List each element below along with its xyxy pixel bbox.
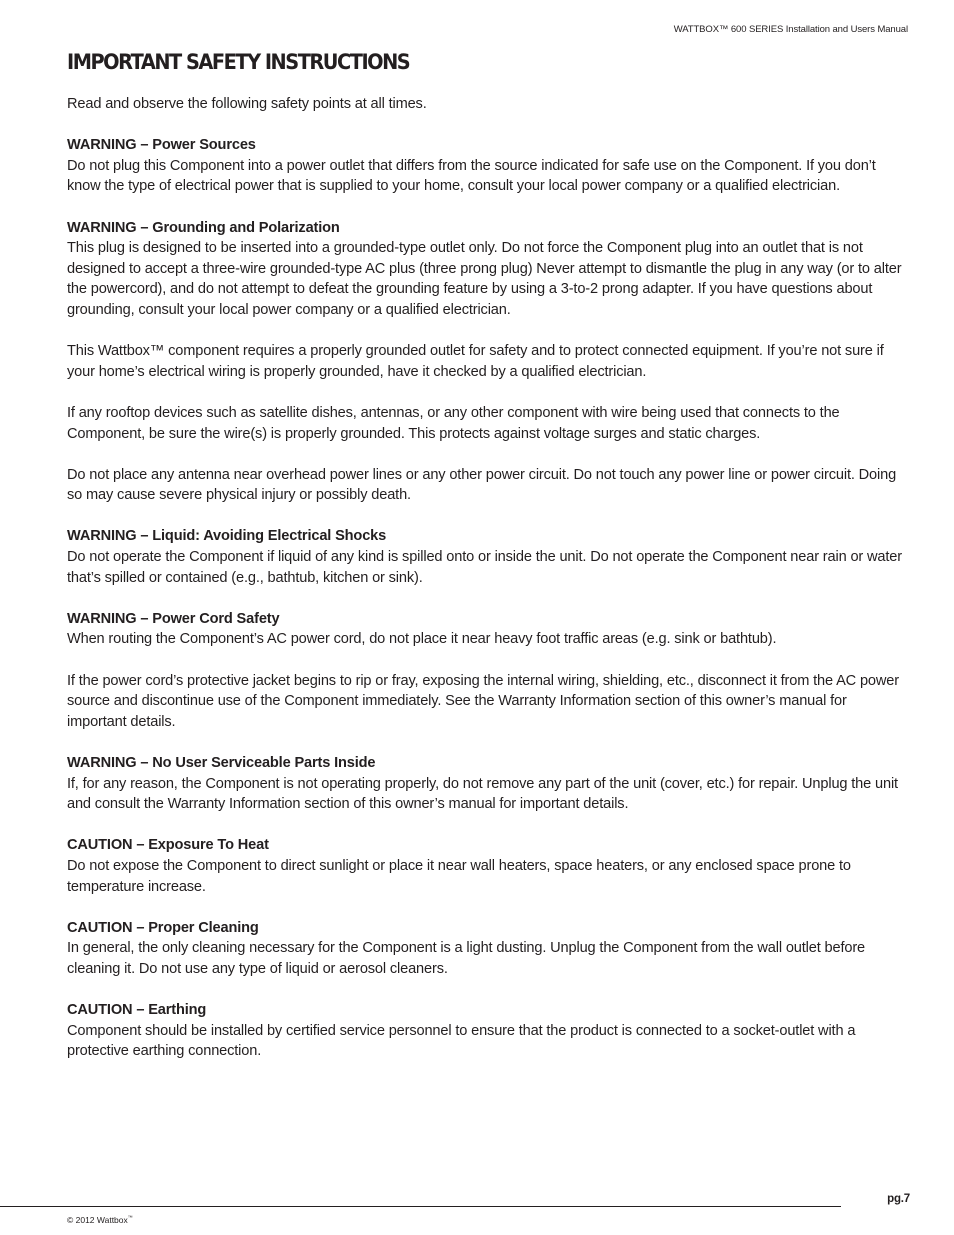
section-paragraph: This plug is designed to be inserted into a grounded-type outlet only. Do not force the Component plug into an outlet that is not designed to accept a three-wire grounded-type AC plus (three prong plug) Never attempt to dismantle the plug in any way (or to alter the powercord), and do not attempt to defeat the grounding feature by using a 3-to-2 prong adapter. If you have questions about grounding, consult your local power company or a qualified electrician. xyxy=(67,240,902,318)
page-number: pg.7 xyxy=(887,1193,910,1205)
intro-text: Read and observe the following safety points at all times. xyxy=(67,96,427,112)
section-paragraph: If any rooftop devices such as satellite dishes, antennas, or any other component with wire being used that connects to the Component, be sure the wire(s) is properly grounded. This protects against voltage surges and static charges. xyxy=(67,404,840,442)
section-heading: WARNING – Power Sources xyxy=(67,137,256,154)
section-heading: CAUTION – Earthing xyxy=(67,1002,207,1019)
section-paragraph: Do not plug this Component into a power outlet that differs from the source indicated for safe use on the Component. If you don’t know the type of electrical power that is supplied to your home, consult your local power company or a qualified electrician. xyxy=(67,157,876,195)
section-earthing xyxy=(67,1000,909,1062)
section-heading: CAUTION – Exposure To Heat xyxy=(67,837,269,854)
copyright-text: © 2012 Wattbox xyxy=(67,1215,128,1225)
section-paragraph: If the power cord’s protective jacket begins to rip or fray, exposing the internal wiring, shielding, etc., disconnect it from the AC power source and discontinue use of the Component immediately. See the Warranty Information section of this owner’s manual for important details. xyxy=(67,672,899,730)
section-heading: WARNING – No User Serviceable Parts Inside xyxy=(67,755,376,771)
section-heading: WARNING – Power Cord Safety xyxy=(67,610,280,627)
section-heading: WARNING – Liquid: Avoiding Electrical Shocks xyxy=(67,528,387,545)
section-paragraph: Do not operate the Component if liquid of any kind is spilled onto or inside the unit. Do not operate the Component near rain or water that’s spilled or contained (e.g., bathtub, kitchen or sink). xyxy=(67,549,902,586)
page-title: IMPORTANT SAFETY INSTRUCTIONS xyxy=(67,50,410,74)
section-power-sources xyxy=(67,135,909,197)
section-paragraph: This Wattbox™ component requires a properly grounded outlet for safety and to protect connected equipment. If you’re not sure if your home’s electrical wiring is properly grounded, have it checked by a qualified electrician. xyxy=(67,343,884,380)
section-paragraph: Do not place any antenna near overhead power lines or any other power circuit. Do not touch any power line or power circuit. Doing so may cause severe physical injury or possibly death. xyxy=(67,466,897,504)
section-paragraph: In general, the only cleaning necessary for the Component is a light dusting. Unplug the Component from the wall outlet before cleaning it. Do not use any type of liquid or aerosol cleaners. xyxy=(67,940,866,977)
section-heading: CAUTION – Proper Cleaning xyxy=(67,919,259,936)
section-power-cord-safety xyxy=(67,609,909,733)
section-paragraph: Component should be installed by certified service personnel to ensure that the product is connected to a socket-outlet with a protective earthing connection. xyxy=(67,1022,856,1060)
section-heading: WARNING – Grounding and Polarization xyxy=(67,219,340,236)
section-exposure-to-heat xyxy=(67,835,909,897)
section-paragraph: Do not expose the Component to direct sunlight or place it near wall heaters, space heaters, or any enclosed space prone to temperature increase. xyxy=(67,857,851,895)
section-no-user-serviceable-parts xyxy=(67,753,909,815)
section-proper-cleaning xyxy=(67,918,909,980)
section-paragraph: If, for any reason, the Component is not operating properly, do not remove any part of the unit (cover, etc.) for repair. Unplug the unit and consult the Warranty Information section of this owner’s manual for important details. xyxy=(67,775,898,813)
document-body xyxy=(67,94,909,1083)
section-grounding-polarization xyxy=(67,218,909,506)
trademark-mark: ™ xyxy=(127,1215,133,1222)
running-header: WATTBOX™ 600 SERIES Installation and Users Manual xyxy=(673,24,908,35)
section-paragraph: When routing the Component’s AC power cord, do not place it near heavy foot traffic areas (e.g. sink or bathtub). xyxy=(67,631,777,648)
section-liquid xyxy=(67,526,909,588)
footer-divider xyxy=(0,1206,841,1207)
copyright-notice xyxy=(67,1215,133,1225)
